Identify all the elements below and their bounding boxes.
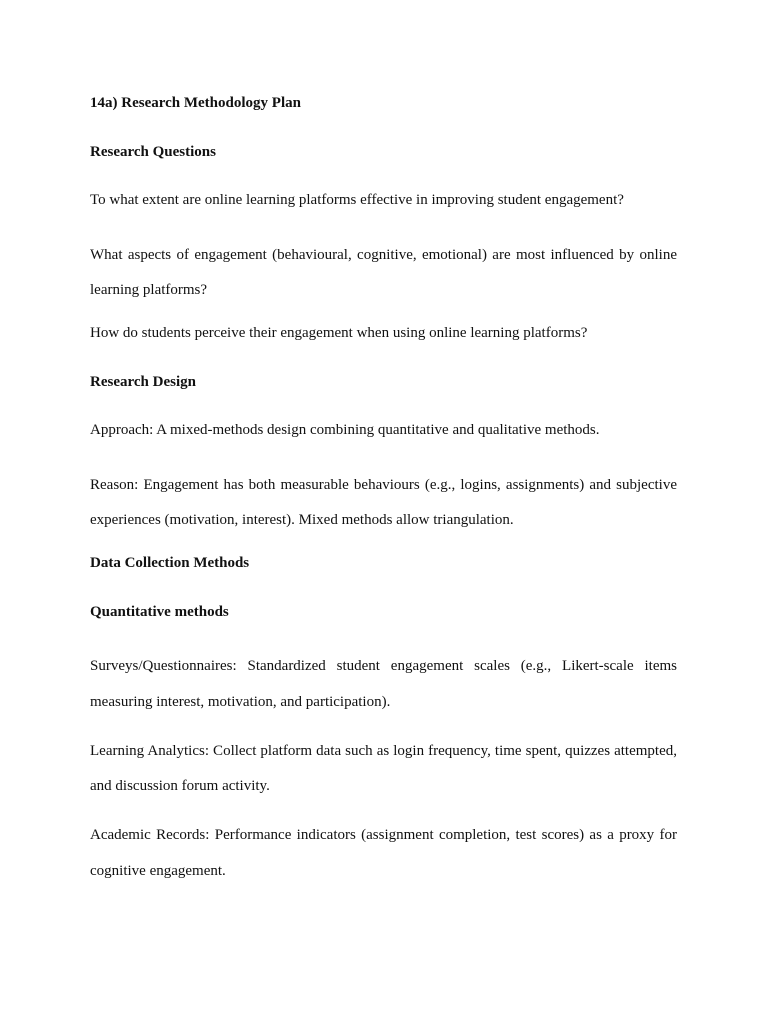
research-question-1: To what extent are online learning platforms effective in improving student engagement?	[90, 192, 624, 208]
research-design-heading: Research Design	[90, 373, 196, 390]
data-collection-heading: Data Collection Methods	[90, 555, 250, 571]
research-question-3: How do students perceive their engagement when using online learning platforms?	[90, 325, 588, 341]
design-reason-paragraph: Reason: Engagement has both measurable behaviours (e.g., logins, assignments) and subjective experiences (motivation, interest). Mixed methods allow triangulation.	[90, 476, 677, 528]
document-page	[90, 92, 677, 903]
academic-records-paragraph: Academic Records: Performance indicators (assignment completion, test scores) as a proxy for cognitive engagement.	[90, 827, 677, 879]
document-title: 14a) Research Methodology Plan	[90, 95, 301, 111]
design-approach-paragraph: Approach: A mixed-methods design combining quantitative and qualitative methods.	[90, 422, 600, 438]
surveys-paragraph: Surveys/Questionnaires: Standardized student engagement scales (e.g., Likert-scale items measuring interest, motivation, and participation).	[90, 658, 677, 710]
research-questions-heading: Research Questions	[90, 143, 216, 160]
learning-analytics-paragraph: Learning Analytics: Collect platform data such as login frequency, time spent, quizzes attempted, and discussion forum activity.	[90, 742, 677, 794]
quantitative-methods-heading: Quantitative methods	[90, 603, 229, 620]
research-question-2: What aspects of engagement (behavioural, cognitive, emotional) are most influenced by online learning platforms?	[90, 246, 677, 298]
